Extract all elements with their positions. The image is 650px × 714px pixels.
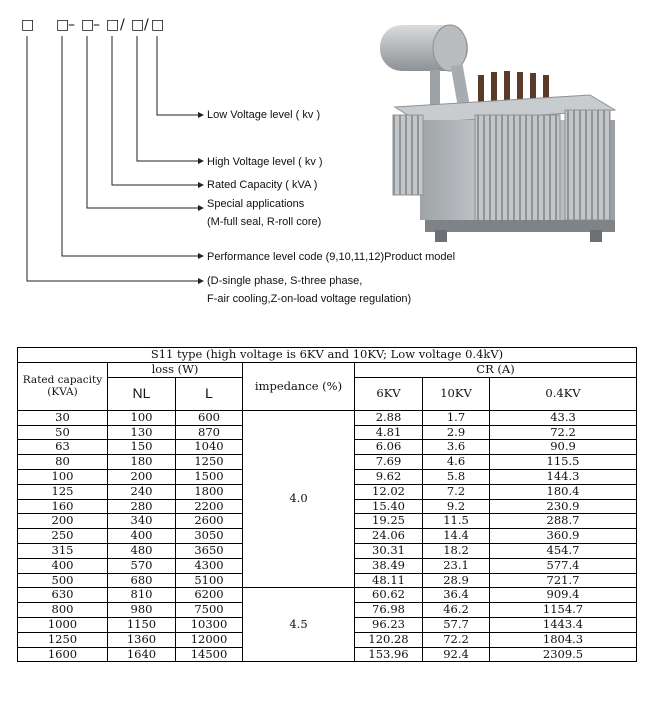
cell-rated-capacity: 630	[18, 588, 108, 603]
cell-rated-capacity: 1250	[18, 632, 108, 647]
table-title: S11 type (high voltage is 6KV and 10KV; Low voltage 0.4kV)	[18, 348, 637, 363]
code-dash-2: –	[93, 17, 100, 33]
cell-l: 1500	[176, 469, 243, 484]
cell-l: 4300	[176, 558, 243, 573]
header-l: L	[176, 377, 243, 410]
cell-cr-10kv: 4.6	[423, 455, 490, 470]
cell-cr-04kv: 90.9	[490, 440, 637, 455]
header-cr: CR (A)	[355, 363, 637, 378]
cell-cr-6kv: 7.69	[355, 455, 423, 470]
cell-l: 2600	[176, 514, 243, 529]
header-10kv: 10KV	[423, 377, 490, 410]
cell-nl: 1640	[108, 647, 176, 662]
cell-nl: 400	[108, 529, 176, 544]
cell-cr-6kv: 6.06	[355, 440, 423, 455]
cell-rated-capacity: 1600	[18, 647, 108, 662]
cell-rated-capacity: 400	[18, 558, 108, 573]
cell-rated-capacity: 1000	[18, 617, 108, 632]
radiator-fins	[475, 115, 560, 225]
cell-cr-10kv: 46.2	[423, 603, 490, 618]
cell-rated-capacity: 500	[18, 573, 108, 588]
cell-impedance: 4.0	[243, 410, 355, 588]
cell-cr-6kv: 19.25	[355, 514, 423, 529]
cell-cr-10kv: 57.7	[423, 617, 490, 632]
label-rated-capacity: Rated Capacity ( kVA )	[207, 179, 318, 191]
label-phase-detail: F-air cooling,Z-on-load voltage regulation)	[207, 293, 412, 305]
cell-rated-capacity: 63	[18, 440, 108, 455]
cell-cr-10kv: 1.7	[423, 410, 490, 425]
code-box-phase: □	[21, 17, 35, 33]
table-row	[18, 588, 637, 603]
cell-cr-04kv: 180.4	[490, 484, 637, 499]
header-impedance: impedance (%)	[243, 363, 355, 411]
cell-nl: 150	[108, 440, 176, 455]
cell-cr-04kv: 1804.3	[490, 632, 637, 647]
cell-cr-10kv: 92.4	[423, 647, 490, 662]
cell-cr-04kv: 115.5	[490, 455, 637, 470]
header-6kv: 6KV	[355, 377, 423, 410]
callout-line-low-voltage	[157, 36, 203, 115]
label-low-voltage: Low Voltage level ( kv )	[207, 109, 321, 121]
cell-cr-10kv: 2.9	[423, 425, 490, 440]
cell-cr-04kv: 1443.4	[490, 617, 637, 632]
cell-l: 3050	[176, 529, 243, 544]
cell-nl: 130	[108, 425, 176, 440]
cell-rated-capacity: 200	[18, 514, 108, 529]
label-performance: Performance level code (9,10,11,12)Product model	[207, 251, 456, 263]
spec-table	[17, 347, 637, 662]
cell-l: 1040	[176, 440, 243, 455]
code-box-performance: □	[56, 17, 70, 33]
cell-cr-6kv: 15.40	[355, 499, 423, 514]
cell-l: 870	[176, 425, 243, 440]
cell-cr-10kv: 28.9	[423, 573, 490, 588]
cell-l: 1250	[176, 455, 243, 470]
cell-rated-capacity: 125	[18, 484, 108, 499]
cell-l: 6200	[176, 588, 243, 603]
cell-l: 600	[176, 410, 243, 425]
cell-cr-04kv: 454.7	[490, 543, 637, 558]
cell-l: 14500	[176, 647, 243, 662]
cell-rated-capacity: 250	[18, 529, 108, 544]
label-high-voltage: High Voltage level ( kv )	[207, 156, 323, 168]
cell-l: 10300	[176, 617, 243, 632]
cell-cr-6kv: 76.98	[355, 603, 423, 618]
cell-nl: 1150	[108, 617, 176, 632]
label-phase: (D-single phase, S-three phase,	[207, 275, 363, 287]
cell-cr-6kv: 9.62	[355, 469, 423, 484]
cell-nl: 570	[108, 558, 176, 573]
cell-cr-6kv: 4.81	[355, 425, 423, 440]
cell-l: 12000	[176, 632, 243, 647]
cell-cr-04kv: 288.7	[490, 514, 637, 529]
header-nl: NL	[108, 377, 176, 410]
cell-nl: 180	[108, 455, 176, 470]
code-box-special: □	[81, 17, 95, 33]
cell-rated-capacity: 50	[18, 425, 108, 440]
code-box-low-voltage: □	[151, 17, 165, 33]
cell-cr-10kv: 36.4	[423, 588, 490, 603]
code-slash-2: /	[144, 17, 149, 33]
cell-cr-10kv: 72.2	[423, 632, 490, 647]
cell-cr-10kv: 18.2	[423, 543, 490, 558]
cell-cr-04kv: 909.4	[490, 588, 637, 603]
cell-rated-capacity: 160	[18, 499, 108, 514]
code-box-high-voltage: □	[131, 17, 145, 33]
cell-cr-10kv: 5.8	[423, 469, 490, 484]
cell-nl: 280	[108, 499, 176, 514]
cell-l: 5100	[176, 573, 243, 588]
cell-cr-10kv: 14.4	[423, 529, 490, 544]
cell-cr-6kv: 24.06	[355, 529, 423, 544]
table-body	[18, 410, 637, 662]
cell-nl: 680	[108, 573, 176, 588]
cell-l: 3650	[176, 543, 243, 558]
cell-l: 1800	[176, 484, 243, 499]
cell-cr-6kv: 12.02	[355, 484, 423, 499]
cell-cr-04kv: 721.7	[490, 573, 637, 588]
cell-cr-10kv: 11.5	[423, 514, 490, 529]
cell-rated-capacity: 800	[18, 603, 108, 618]
table-row	[18, 410, 637, 425]
cell-nl: 810	[108, 588, 176, 603]
callout-line-high-voltage	[137, 36, 203, 161]
cell-nl: 100	[108, 410, 176, 425]
cell-nl: 980	[108, 603, 176, 618]
code-box-capacity: □	[106, 17, 120, 33]
cell-rated-capacity: 100	[18, 469, 108, 484]
header-rated-capacity: Rated capacity (KVA)	[18, 363, 108, 411]
cell-nl: 340	[108, 514, 176, 529]
cell-cr-04kv: 230.9	[490, 499, 637, 514]
callout-line-special-apps	[87, 36, 203, 208]
cell-cr-10kv: 7.2	[423, 484, 490, 499]
cell-cr-10kv: 3.6	[423, 440, 490, 455]
cell-l: 2200	[176, 499, 243, 514]
cell-nl: 480	[108, 543, 176, 558]
cell-nl: 1360	[108, 632, 176, 647]
label-special-apps-detail: (M-full seal, R-roll core)	[207, 216, 322, 228]
cell-cr-6kv: 2.88	[355, 410, 423, 425]
cell-rated-capacity: 80	[18, 455, 108, 470]
label-special-apps: Special applications	[207, 198, 305, 210]
cell-cr-6kv: 60.62	[355, 588, 423, 603]
callout-line-phase	[27, 36, 203, 281]
cell-l: 7500	[176, 603, 243, 618]
cell-cr-10kv: 9.2	[423, 499, 490, 514]
cell-cr-6kv: 120.28	[355, 632, 423, 647]
cell-nl: 200	[108, 469, 176, 484]
cell-cr-6kv: 30.31	[355, 543, 423, 558]
header-loss: loss (W)	[108, 363, 243, 378]
code-dash-1: –	[68, 17, 75, 33]
cell-cr-04kv: 72.2	[490, 425, 637, 440]
cell-cr-04kv: 1154.7	[490, 603, 637, 618]
cell-cr-04kv: 43.3	[490, 410, 637, 425]
cell-nl: 240	[108, 484, 176, 499]
cell-cr-04kv: 2309.5	[490, 647, 637, 662]
cell-cr-6kv: 153.96	[355, 647, 423, 662]
callout-line-performance	[62, 36, 203, 256]
transformer-photo	[375, 15, 640, 245]
code-slash-1: /	[120, 17, 125, 33]
cell-cr-04kv: 360.9	[490, 529, 637, 544]
cell-rated-capacity: 30	[18, 410, 108, 425]
cell-cr-10kv: 23.1	[423, 558, 490, 573]
cell-cr-6kv: 96.23	[355, 617, 423, 632]
cell-cr-04kv: 144.3	[490, 469, 637, 484]
cell-cr-6kv: 48.11	[355, 573, 423, 588]
cell-cr-04kv: 577.4	[490, 558, 637, 573]
header-04kv: 0.4KV	[490, 377, 637, 410]
cell-rated-capacity: 315	[18, 543, 108, 558]
cell-cr-6kv: 38.49	[355, 558, 423, 573]
cell-impedance: 4.5	[243, 588, 355, 662]
